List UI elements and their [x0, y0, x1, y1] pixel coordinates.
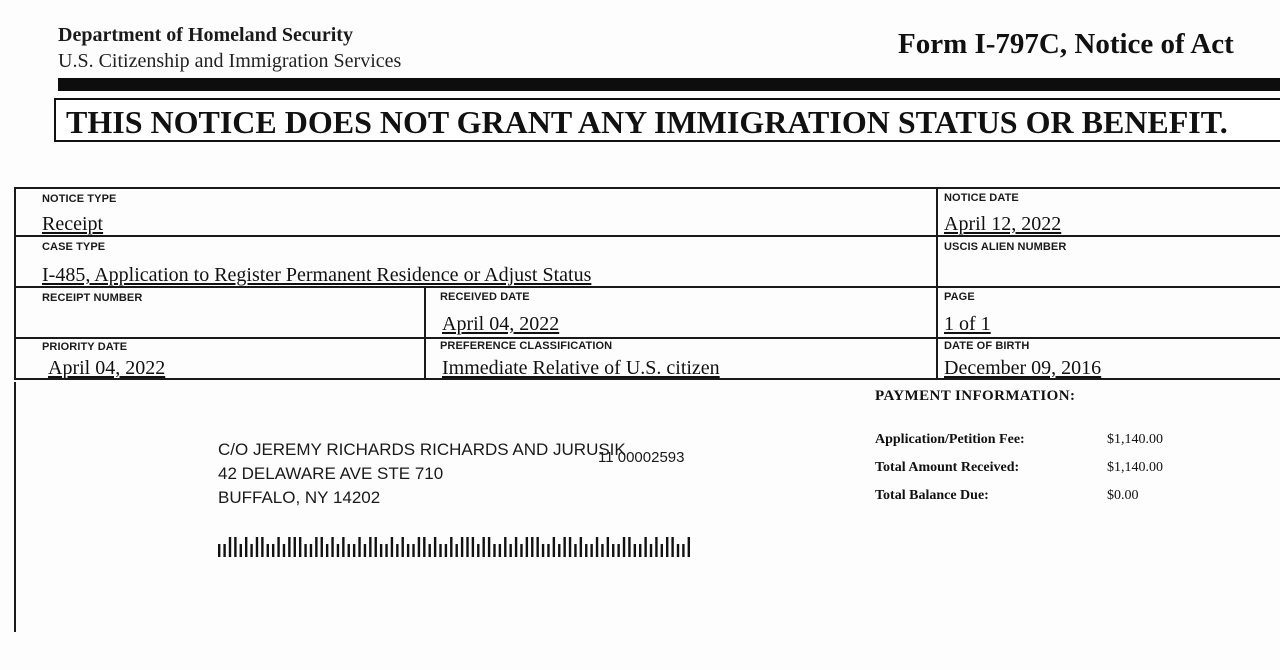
barcode-bar: [644, 537, 646, 557]
payment-row-fee: [875, 432, 1163, 448]
barcode-bar: [267, 544, 269, 557]
barcode-bar: [682, 544, 684, 557]
barcode-bar: [450, 537, 452, 557]
barcode-bar: [596, 537, 598, 557]
receipt-number-label: RECEIPT NUMBER: [42, 292, 143, 304]
payment-heading: PAYMENT INFORMATION:: [875, 388, 1076, 404]
barcode-bar: [396, 544, 398, 557]
barcode-bar: [526, 537, 528, 557]
barcode-bar: [375, 537, 377, 557]
barcode-bar: [256, 537, 258, 557]
barcode-bar: [326, 544, 328, 557]
payment-row-balance: [875, 488, 1139, 504]
barcode-bar: [331, 537, 333, 557]
received-date-value: April 04, 2022: [442, 313, 560, 335]
barcode-bar: [612, 544, 614, 557]
barcode-bar: [499, 544, 501, 557]
barcode-bar: [585, 544, 587, 557]
barcode-bar: [439, 544, 441, 557]
barcode-bar: [353, 544, 355, 557]
barcode-bar: [477, 544, 479, 557]
barcode-bar: [569, 537, 571, 557]
barcode-bar: [348, 544, 350, 557]
barcode-bar: [634, 544, 636, 557]
barcode-bar: [482, 537, 484, 557]
page-value: 1 of 1: [944, 313, 991, 335]
barcode-bar: [380, 544, 382, 557]
payment-label: Total Balance Due:: [875, 488, 989, 503]
barcode-bar: [364, 544, 366, 557]
barcode-bar: [639, 544, 641, 557]
barcode-bar: [661, 544, 663, 557]
barcode-bar: [563, 537, 565, 557]
barcode-bar: [655, 537, 657, 557]
barcode-bar: [234, 537, 236, 557]
grid-top-border: [14, 187, 1280, 189]
barcode-bar: [288, 537, 290, 557]
barcode-bar: [369, 537, 371, 557]
case-type-label: CASE TYPE: [42, 241, 106, 253]
barcode-bar: [461, 537, 463, 557]
date-of-birth-value: December 09, 2016: [944, 357, 1102, 379]
barcode-bar: [240, 544, 242, 557]
body-left-border: [14, 382, 16, 632]
grid-rule-3: [14, 337, 1280, 339]
barcode-bar: [358, 537, 360, 557]
barcode-bar: [434, 537, 436, 557]
barcode-bar: [590, 544, 592, 557]
barcode-bar: [671, 537, 673, 557]
barcode-bar: [456, 544, 458, 557]
notice-fields-grid: [14, 187, 1280, 382]
barcode-bar: [304, 544, 306, 557]
barcode-bar: [283, 544, 285, 557]
address-line-3: BUFFALO, NY 14202: [218, 488, 381, 507]
payment-value: $1,140.00: [1107, 432, 1163, 447]
mailing-address: [218, 438, 626, 510]
barcode-bar: [418, 537, 420, 557]
barcode-bar: [542, 544, 544, 557]
barcode-bar: [574, 544, 576, 557]
barcode-bar: [515, 537, 517, 557]
payment-information: [875, 388, 1163, 503]
barcode-bar: [429, 544, 431, 557]
service-name: U.S. Citizenship and Immigration Services: [58, 50, 402, 72]
agency-block: [58, 22, 401, 74]
barcode-bar: [466, 537, 468, 557]
barcode-bar: [650, 544, 652, 557]
alien-number-label: USCIS ALIEN NUMBER: [944, 241, 1067, 253]
barcode-bar: [218, 544, 220, 557]
notice-type-label: NOTICE TYPE: [42, 193, 117, 205]
barcode-bar: [553, 537, 555, 557]
barcode-bar: [412, 544, 414, 557]
grid-divider-middle: [424, 286, 426, 380]
barcode-bar: [677, 544, 679, 557]
barcode-bar: [628, 537, 630, 557]
barcode-bar: [342, 537, 344, 557]
barcode-bar: [299, 537, 301, 557]
barcode-bar: [623, 537, 625, 557]
trace-code: 11 00002593: [598, 449, 685, 466]
notice-date-label: NOTICE DATE: [944, 192, 1019, 204]
barcode-bar: [509, 544, 511, 557]
barcode-bar: [402, 537, 404, 557]
priority-date-label: PRIORITY DATE: [42, 341, 128, 353]
payment-value: $0.00: [1107, 488, 1139, 503]
barcode-bar: [277, 537, 279, 557]
barcode-bar: [558, 544, 560, 557]
barcode-bar: [520, 544, 522, 557]
barcode-bar: [321, 537, 323, 557]
barcode-bar: [472, 537, 474, 557]
barcode-bar: [391, 537, 393, 557]
case-type-value: I-485, Application to Register Permanent Residence or Adjust Status: [42, 264, 592, 286]
barcode-bar: [531, 537, 533, 557]
barcode-bar: [607, 537, 609, 557]
barcode-bar: [294, 537, 296, 557]
barcode-bar: [488, 537, 490, 557]
priority-date-value: April 04, 2022: [48, 357, 166, 379]
grid-left-border: [14, 187, 16, 380]
barcode-bar: [445, 544, 447, 557]
barcode-bar: [261, 537, 263, 557]
postal-barcode: [218, 535, 693, 559]
address-line-1: C/O JEREMY RICHARDS RICHARDS AND JURUSIK: [218, 440, 626, 459]
barcode-bar: [617, 544, 619, 557]
department-name: Department of Homeland Security: [58, 24, 353, 46]
barcode-bar: [337, 544, 339, 557]
notice-type-value: Receipt: [42, 213, 104, 235]
barcode-bar: [310, 544, 312, 557]
barcode-bar: [272, 544, 274, 557]
barcode-bar: [423, 537, 425, 557]
grid-divider-right: [936, 187, 938, 380]
grid-rule-1: [14, 235, 936, 237]
barcode-bar: [601, 544, 603, 557]
payment-value: $1,140.00: [1107, 460, 1163, 475]
barcode-bar: [223, 544, 225, 557]
barcode-bar: [245, 537, 247, 557]
barcode-bar: [229, 537, 231, 557]
barcode-bar: [666, 537, 668, 557]
barcode-bar: [504, 537, 506, 557]
payment-label: Total Amount Received:: [875, 460, 1020, 475]
barcode-bar: [493, 544, 495, 557]
warning-box: [54, 98, 1280, 142]
page-label: PAGE: [944, 291, 975, 303]
barcode-bar: [547, 544, 549, 557]
date-of-birth-label: DATE OF BIRTH: [944, 340, 1030, 352]
payment-label: Application/Petition Fee:: [875, 432, 1025, 447]
address-line-2: 42 DELAWARE AVE STE 710: [218, 464, 444, 483]
barcode-bar: [580, 537, 582, 557]
payment-row-received: [875, 460, 1163, 476]
barcode-bar: [250, 544, 252, 557]
barcode-bar: [385, 544, 387, 557]
received-date-label: RECEIVED DATE: [440, 291, 530, 303]
barcode-bar: [407, 544, 409, 557]
barcode-bar: [688, 537, 690, 557]
form-title: Form I-797C, Notice of Act: [898, 28, 1234, 60]
preference-classification-value: Immediate Relative of U.S. citizen: [442, 357, 720, 379]
header-rule: [58, 78, 1280, 91]
notice-date-value: April 12, 2022: [944, 213, 1062, 235]
preference-classification-label: PREFERENCE CLASSIFICATION: [440, 340, 613, 352]
barcode-bar: [315, 537, 317, 557]
barcode-bar: [536, 537, 538, 557]
warning-text: THIS NOTICE DOES NOT GRANT ANY IMMIGRATION STATUS OR BENEFIT.: [66, 104, 1228, 140]
